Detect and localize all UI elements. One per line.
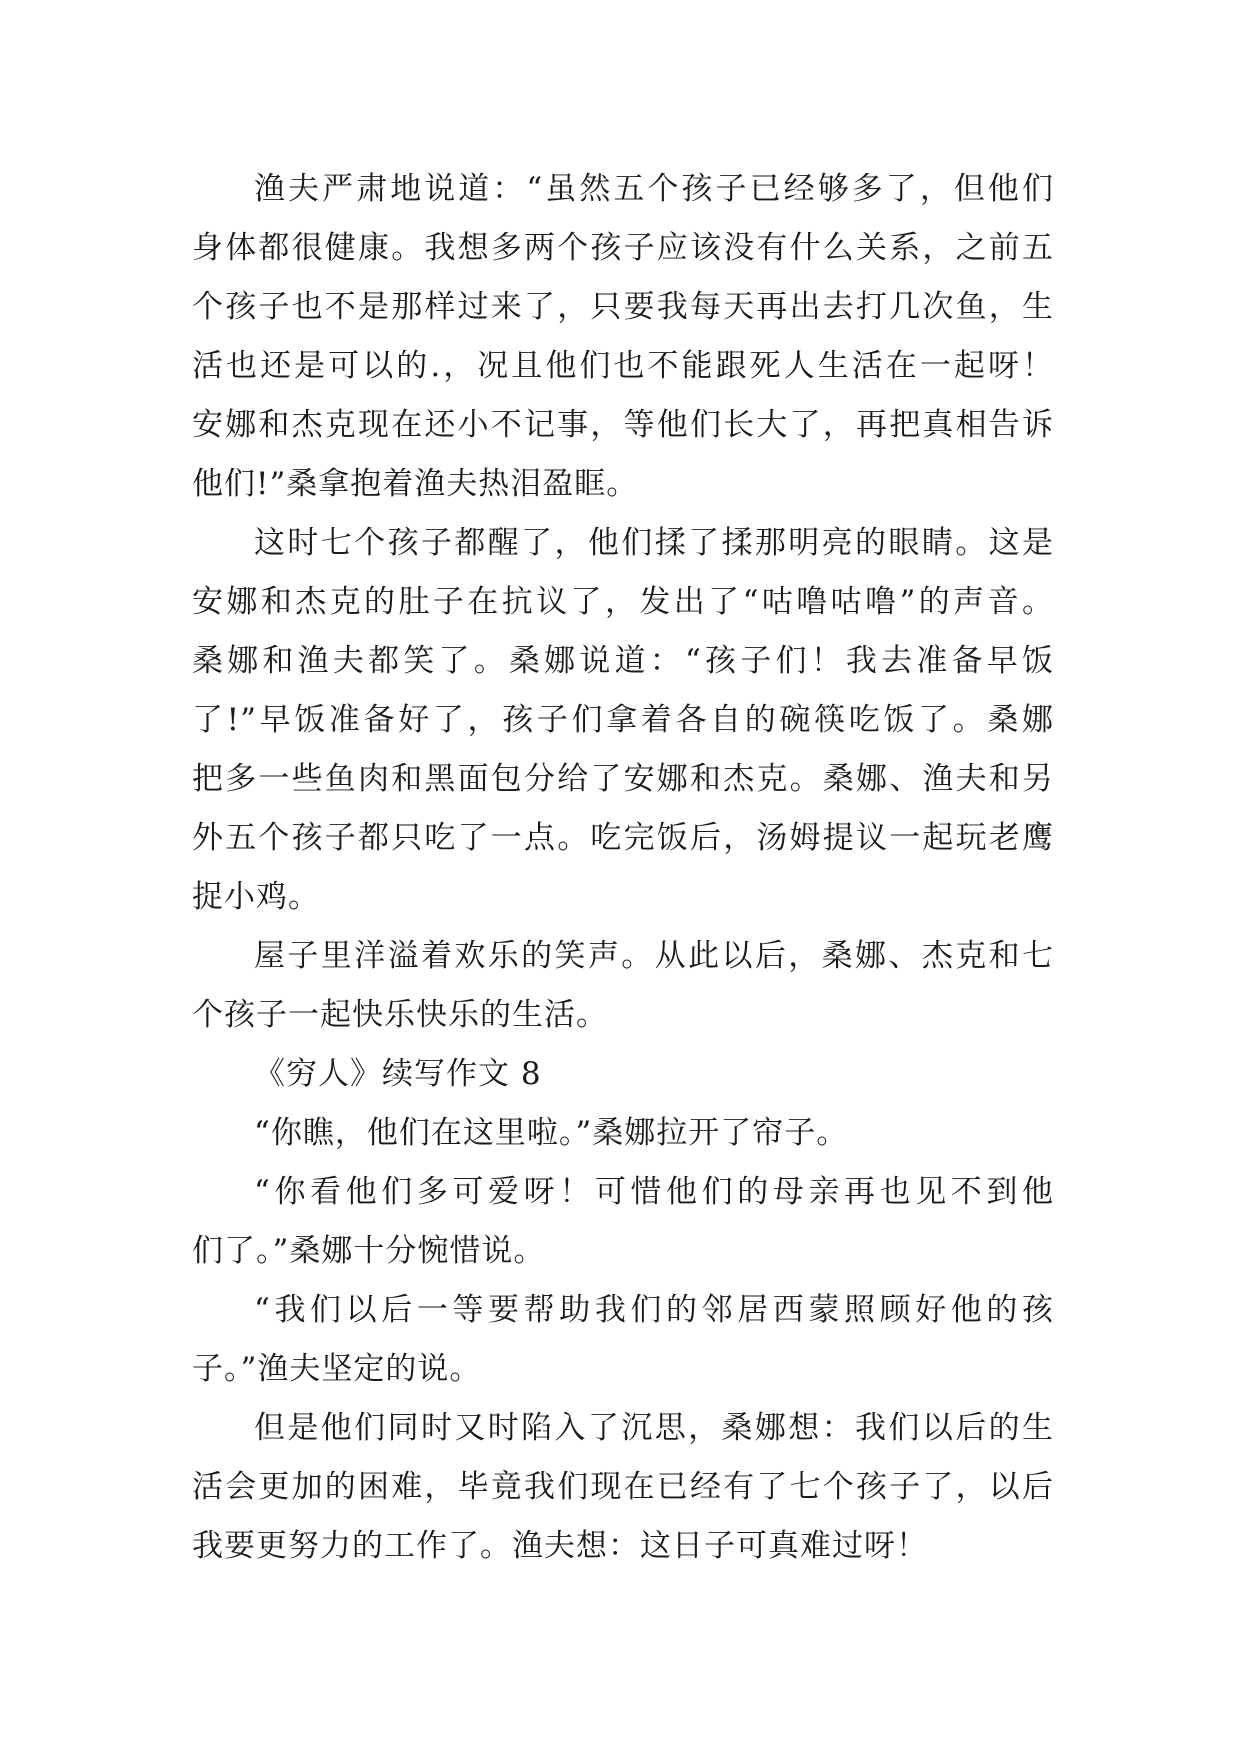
text-line: 桑娜和渔夫都笑了。桑娜说道：“孩子们！我去准备早饭 xyxy=(192,643,1054,679)
text-line: 们了。”桑娜十分惋惜说。 xyxy=(192,1233,546,1269)
text-line: 他们!”桑拿抱着渔夫热泪盈眶。 xyxy=(192,466,639,502)
text-line: “你看他们多可爱呀！可惜他们的母亲再也见不到他 xyxy=(254,1174,1054,1210)
text-line: 子。”渔夫坚定的说。 xyxy=(192,1351,482,1387)
text-line: 屋子里洋溢着欢乐的笑声。从此以后，桑娜、杰克和七 xyxy=(254,938,1054,974)
section-title: 《穷人》续写作文 8 xyxy=(254,1056,542,1092)
text-line: 个孩子一起快乐快乐的生活。 xyxy=(192,997,608,1033)
text-line: 个孩子也不是那样过来了，只要我每天再出去打几次鱼，生 xyxy=(192,289,1054,325)
text-line: 但是他们同时又时陷入了沉思，桑娜想：我们以后的生 xyxy=(254,1410,1054,1446)
text-line: 捉小鸡。 xyxy=(192,879,320,915)
text-line: 安娜和杰克的肚子在抗议了，发出了“咕噜咕噜”的声音。 xyxy=(192,584,1054,620)
text-line: 安娜和杰克现在还小不记事，等他们长大了，再把真相告诉 xyxy=(192,407,1054,443)
text-line: 渔夫严肃地说道：“虽然五个孩子已经够多了，但他们 xyxy=(254,171,1054,207)
text-line: 活会更加的困难，毕竟我们现在已经有了七个孩子了，以后 xyxy=(192,1469,1054,1505)
text-line: 活也还是可以的.，况且他们也不能跟死人生活在一起呀！ xyxy=(192,348,1054,384)
text-line: 了!”早饭准备好了，孩子们拿着各自的碗筷吃饭了。桑娜 xyxy=(192,702,1054,738)
text-line: “你瞧，他们在这里啦。”桑娜拉开了帘子。 xyxy=(254,1115,849,1151)
text-line: 把多一些鱼肉和黑面包分给了安娜和杰克。桑娜、渔夫和另 xyxy=(192,761,1054,797)
text-line: 这时七个孩子都醒了，他们揉了揉那明亮的眼睛。这是 xyxy=(254,525,1054,561)
text-line: 身体都很健康。我想多两个孩子应该没有什么关系，之前五 xyxy=(192,230,1054,266)
text-line: 我要更努力的工作了。渔夫想：这日子可真难过呀！ xyxy=(192,1528,928,1564)
document-page xyxy=(192,160,1054,1576)
text-line: 外五个孩子都只吃了一点。吃完饭后，汤姆提议一起玩老鹰 xyxy=(192,820,1054,856)
text-line: “我们以后一等要帮助我们的邻居西蒙照顾好他的孩 xyxy=(254,1292,1054,1328)
